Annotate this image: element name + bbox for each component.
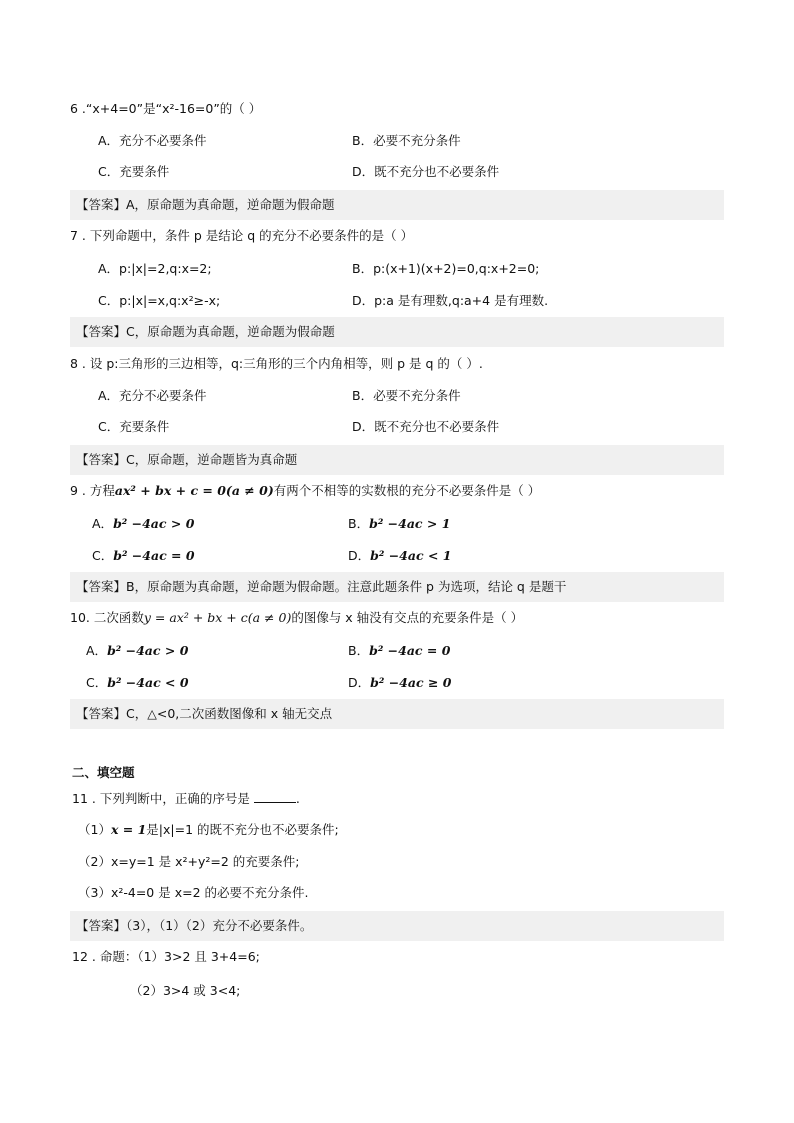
q10-option-c	[86, 674, 189, 692]
q8-answer-box	[70, 445, 724, 475]
q9-stem	[70, 482, 540, 500]
q9-option-a-math: b² −4ac > 0	[113, 516, 195, 531]
q11-item-2: （2）x=y=1 是 x²+y²=2 的充要条件;	[78, 854, 300, 869]
q7-option-d: D．p:a 是有理数,q:a+4 是有理数.	[352, 293, 549, 308]
q10-option-b-math: b² −4ac = 0	[369, 643, 451, 658]
q9-option-b	[348, 515, 450, 533]
q6-option-d: D．既不充分也不必要条件	[352, 164, 500, 179]
q10-stem-suffix: 的图像与 x 轴没有交点的充要条件是（ ）	[291, 610, 524, 625]
q8-option-b: B．必要不充分条件	[352, 388, 461, 403]
q10-option-b	[348, 642, 450, 660]
q12-line-2: （2）3>4 或 3<4;	[130, 983, 241, 998]
q10-option-a-letter: A．	[86, 643, 108, 658]
q9-option-a-letter: A．	[92, 516, 114, 531]
q10-option-a	[86, 642, 188, 660]
q10-option-b-letter: B．	[348, 643, 370, 658]
q7-answer-box	[70, 317, 724, 347]
q9-option-b-math: b² −4ac > 1	[369, 516, 451, 531]
q10-option-d-math: b² −4ac ≥ 0	[370, 675, 452, 690]
q10-option-d	[348, 674, 451, 692]
q10-option-a-math: b² −4ac > 0	[107, 643, 189, 658]
q11-stem	[72, 790, 300, 808]
q9-option-c	[92, 547, 195, 565]
q9-option-b-letter: B．	[348, 516, 370, 531]
q9-stem-suffix: 有两个不相等的实数根的充分不必要条件是（ ）	[273, 483, 541, 498]
q11-stem-end: .	[295, 791, 300, 806]
q7-option-c: C．p:|x|=x,q:x²≥-x;	[98, 293, 221, 308]
q9-option-d-letter: D．	[348, 548, 371, 563]
q9-option-c-letter: C．	[92, 548, 114, 563]
q10-stem	[70, 609, 523, 627]
q11-answer: 【答案】（3），（1）（2）充分不必要条件。	[76, 918, 313, 933]
section-title: 二、填空题	[72, 765, 135, 780]
q11-item-1	[78, 821, 339, 839]
q12-stem: 12 . 命题：（1）3>2 且 3+4=6;	[72, 949, 260, 964]
q9-option-d	[348, 547, 451, 565]
q8-option-a: A．充分不必要条件	[98, 388, 207, 403]
q9-answer: 【答案】B，原命题为真命题，逆命题为假命题。注意此题条件 p 为选项，结论 q 是题干	[76, 579, 567, 594]
q11-item-1-suffix: 是|x|=1 的既不充分也不必要条件;	[146, 822, 339, 837]
q6-option-a: A．充分不必要条件	[98, 133, 207, 148]
q8-answer: 【答案】C，原命题，逆命题皆为真命题	[76, 452, 298, 467]
q7-option-b: B．p:(x+1)(x+2)=0,q:x+2=0;	[352, 261, 540, 276]
q10-option-c-math: b² −4ac < 0	[107, 675, 189, 690]
q10-answer-box	[70, 699, 724, 729]
q10-answer: 【答案】C，△<0,二次函数图像和 x 轴无交点	[76, 706, 333, 721]
q9-answer-box	[70, 572, 724, 602]
answer-blank[interactable]	[254, 790, 296, 803]
q10-option-c-letter: C．	[86, 675, 108, 690]
q11-item-3: （3）x²-4=0 是 x=2 的必要不充分条件.	[78, 885, 309, 900]
q9-option-a	[92, 515, 194, 533]
q6-option-c: C．充要条件	[98, 164, 170, 179]
q11-stem-text: 11 . 下列判断中，正确的序号是	[72, 791, 250, 806]
q9-stem-math: ax² + bx + c = 0(a ≠ 0)	[114, 483, 274, 498]
q8-option-d: D．既不充分也不必要条件	[352, 419, 500, 434]
q11-answer-box	[70, 911, 724, 941]
q7-option-a: A．p:|x|=2,q:x=2;	[98, 261, 212, 276]
q6-answer-box	[70, 190, 724, 220]
q9-option-c-math: b² −4ac = 0	[113, 548, 195, 563]
q11-item-1-prefix: （1）	[78, 822, 111, 837]
q7-answer: 【答案】C，原命题为真命题，逆命题为假命题	[76, 324, 335, 339]
q6-answer: 【答案】A，原命题为真命题，逆命题为假命题	[76, 197, 335, 212]
q9-stem-prefix: 9 . 方程	[70, 483, 115, 498]
q10-option-d-letter: D．	[348, 675, 371, 690]
q10-stem-math: y = ax² + bx + c(a ≠ 0)	[143, 610, 292, 625]
q8-stem: 8 . 设 p:三角形的三边相等，q:三角形的三个内角相等，则 p 是 q 的（ ）.	[70, 356, 483, 371]
q10-stem-prefix: 10. 二次函数	[70, 610, 144, 625]
q9-option-d-math: b² −4ac < 1	[370, 548, 452, 563]
q6-option-b: B．必要不充分条件	[352, 133, 461, 148]
q8-option-c: C．充要条件	[98, 419, 170, 434]
q11-item-1-math: x = 1	[110, 822, 147, 837]
q7-stem: 7 . 下列命题中，条件 p 是结论 q 的充分不必要条件的是（ ）	[70, 228, 414, 243]
q6-stem: 6 .“x+4=0”是“x²-16=0”的（ ）	[70, 101, 262, 116]
